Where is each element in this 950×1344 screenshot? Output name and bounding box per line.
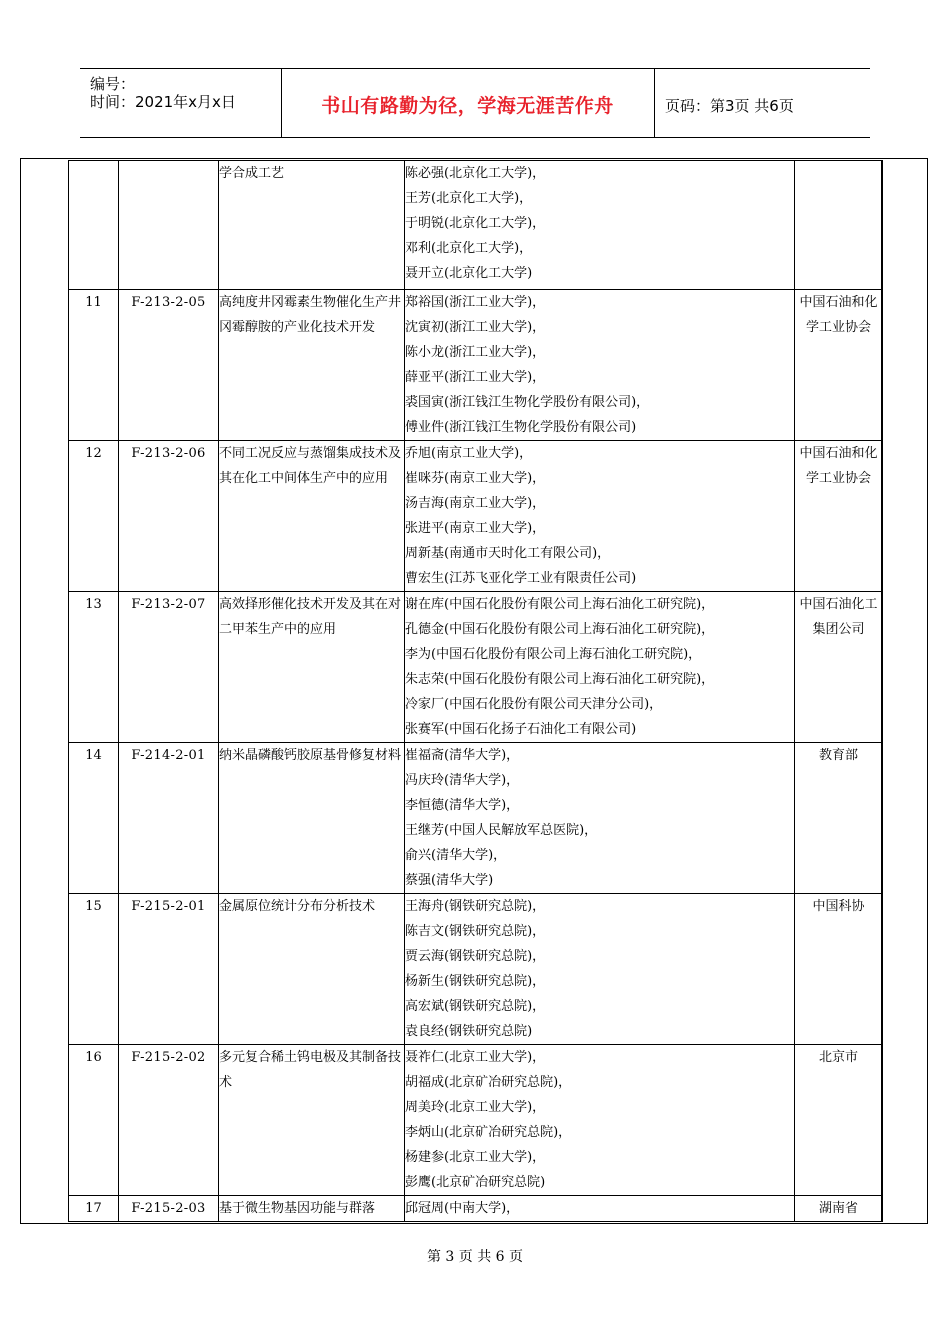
person-entry: 聂祚仁(北京工业大学)， [405,1050,546,1065]
row-number: 16 [69,1045,119,1196]
person-entry: 贾云海(钢铁研究总院)， [405,949,546,964]
person-entry: 杨新生(钢铁研究总院)， [405,974,546,989]
person-entry: 乔旭(南京工业大学)， [405,446,533,461]
person-entry: 于明锐(北京化工大学)， [405,216,546,231]
person-entry: 王芳(北京化工大学)， [405,191,533,206]
nominating-org: 教育部 [795,743,883,894]
person-entry: 朱志荣(中国石化股份有限公司上海石油化工研究院)， [405,672,715,687]
project-title: 金属原位统计分布分析技术 [219,894,405,1045]
award-table-body [69,161,883,1222]
project-title: 基于微生物基因功能与群落 [219,1196,405,1222]
nominating-org: 中国石油化工集团公司 [795,592,883,743]
table-row [69,290,883,441]
person-entry: 王海舟(钢铁研究总院)， [405,899,546,914]
table-row [69,161,883,290]
person-entry: 汤吉海(南京工业大学)， [405,496,546,511]
person-entry: 陈必强(北京化工大学)， [405,166,546,181]
person-entry: 孔德金(中国石化股份有限公司上海石油化工研究院)， [405,622,715,637]
time-label: 时间：2021年x月x日 [90,93,236,111]
person-entry: 邱冠周(中南大学)， [405,1201,520,1216]
project-title: 多元复合稀土钨电极及其制备技术 [219,1045,405,1196]
person-entry: 郑裕国(浙江工业大学)， [405,295,546,310]
project-title: 高效择形催化技术开发及其在对二甲苯生产中的应用 [219,592,405,743]
person-entry: 陈吉文(钢铁研究总院)， [405,924,546,939]
page-footer: 第 3 页 共 6 页 [426,1249,524,1265]
project-title: 高纯度井冈霉素生物催化生产井冈霉醇胺的产业化技术开发 [219,290,405,441]
person-entry: 李恒德(清华大学)， [405,798,520,813]
person-entry: 蔡强(清华大学) [405,873,494,888]
row-number: 14 [69,743,119,894]
row-number: 17 [69,1196,119,1222]
table-row [69,1045,883,1196]
person-entry: 崔福斋(清华大学)， [405,748,520,763]
table-row [69,1196,883,1222]
row-number [69,161,119,290]
person-entry: 聂开立(北京化工大学) [405,266,533,281]
person-entry: 曹宏生(江苏飞亚化学工业有限责任公司) [405,571,637,586]
person-entry: 陈小龙(浙江工业大学)， [405,345,546,360]
project-code: F-215-2-03 [119,1196,219,1222]
person-entry: 裘国寅(浙江钱江生物化学股份有限公司)， [405,395,650,410]
person-entry: 冯庆玲(清华大学)， [405,773,520,788]
person-entry: 傅业件(浙江钱江生物化学股份有限公司) [405,420,637,435]
project-persons [405,894,795,1045]
table-row [69,441,883,592]
project-code: F-215-2-02 [119,1045,219,1196]
header-page-cell [655,69,870,137]
project-code: F-213-2-05 [119,290,219,441]
project-code: F-215-2-01 [119,894,219,1045]
project-code: F-213-2-07 [119,592,219,743]
person-entry: 沈寅初(浙江工业大学)， [405,320,546,335]
person-entry: 谢在库(中国石化股份有限公司上海石油化工研究院)， [405,597,715,612]
header-motto-cell [281,69,655,137]
person-entry: 冷家厂(中国石化股份有限公司天津分公司)， [405,697,663,712]
person-entry: 张赛军(中国石化扬子石油化工有限公司) [405,722,637,737]
person-entry: 王继芳(中国人民解放军总医院)， [405,823,598,838]
project-title: 学合成工艺 [219,161,405,290]
header-meta [80,69,282,137]
project-persons [405,1196,795,1222]
project-persons [405,1045,795,1196]
project-title: 纳米晶磷酸钙胶原基骨修复材料 [219,743,405,894]
table-row [69,592,883,743]
nominating-org [795,161,883,290]
project-title: 不同工况反应与蒸馏集成技术及其在化工中间体生产中的应用 [219,441,405,592]
project-persons [405,161,795,290]
person-entry: 胡福成(北京矿冶研究总院)， [405,1075,572,1090]
person-entry: 张进平(南京工业大学)， [405,521,546,536]
person-entry: 袁良经(钢铁研究总院) [405,1024,533,1039]
motto-text: 书山有路勤为径，学海无涯苦作舟 [321,95,614,117]
project-code: F-213-2-06 [119,441,219,592]
person-entry: 邓利(北京化工大学)， [405,241,533,256]
page-header [80,68,870,138]
row-number: 13 [69,592,119,743]
person-entry: 俞兴(清华大学)， [405,848,507,863]
project-code: F-214-2-01 [119,743,219,894]
nominating-org: 北京市 [795,1045,883,1196]
person-entry: 崔咪芬(南京工业大学)， [405,471,546,486]
person-entry: 高宏斌(钢铁研究总院)， [405,999,546,1014]
table-row [69,743,883,894]
serial-label: 编号： [90,75,136,93]
nominating-org: 中国石油和化学工业协会 [795,290,883,441]
project-persons [405,592,795,743]
project-code [119,161,219,290]
project-persons [405,743,795,894]
award-table [68,160,883,1222]
nominating-org: 中国科协 [795,894,883,1045]
person-entry: 李炳山(北京矿冶研究总院)， [405,1125,572,1140]
table-row [69,894,883,1045]
project-persons [405,441,795,592]
person-entry: 薛亚平(浙江工业大学)， [405,370,546,385]
row-number: 15 [69,894,119,1045]
person-entry: 周美玲(北京工业大学)， [405,1100,546,1115]
nominating-org: 中国石油和化学工业协会 [795,441,883,592]
project-persons [405,290,795,441]
person-entry: 周新基(南通市天时化工有限公司)， [405,546,611,561]
person-entry: 杨建参(北京工业大学)， [405,1150,546,1165]
person-entry: 彭鹰(北京矿冶研究总院) [405,1175,546,1190]
page-label: 页码：第3页 共6页 [665,97,794,115]
person-entry: 李为(中国石化股份有限公司上海石油化工研究院)， [405,647,702,662]
nominating-org: 湖南省 [795,1196,883,1222]
row-number: 11 [69,290,119,441]
row-number: 12 [69,441,119,592]
